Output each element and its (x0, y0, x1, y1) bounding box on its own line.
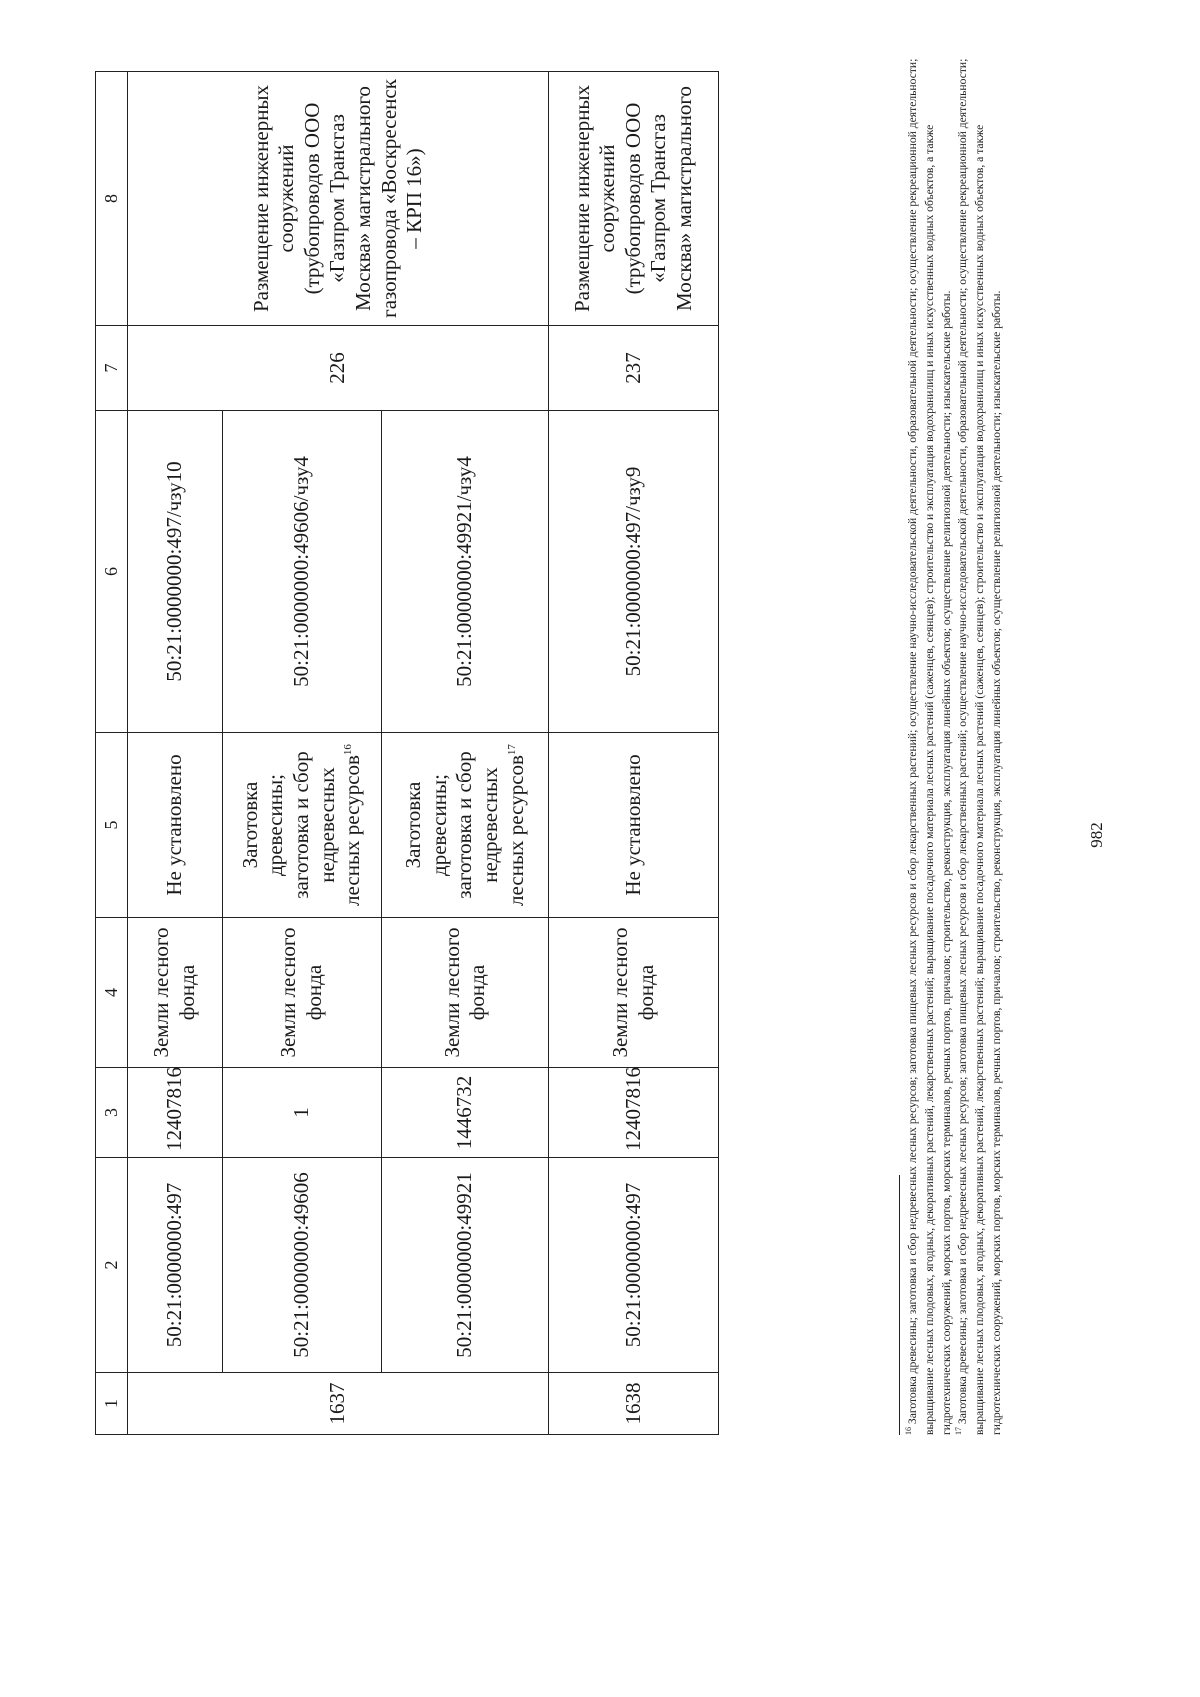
header-col-6: 6 (96, 411, 128, 733)
land-plots-table (95, 71, 719, 1435)
cad-number: 50:21:0000000:49921 (381, 1158, 548, 1373)
permitted-use-cell (381, 733, 548, 918)
table-row (128, 72, 223, 1435)
land-category: Земли лесного фонда (549, 918, 719, 1068)
zone-number: 50:21:0000000:49606/чзу4 (222, 411, 381, 733)
header-row (96, 72, 128, 1435)
land-category: Земли лесного фонда (222, 918, 381, 1068)
header-col-8: 8 (96, 72, 128, 326)
footnote (955, 45, 1005, 1435)
header-col-7: 7 (96, 326, 128, 411)
zone-number: 50:21:0000000:497/чзу9 (549, 411, 719, 733)
header-col-5: 5 (96, 733, 128, 918)
land-category: Земли лесного фонда (128, 918, 223, 1068)
permitted-use: Не установлено (549, 733, 719, 918)
footnote-ref: 17 (505, 744, 518, 756)
footnote-ref: 16 (342, 744, 355, 756)
footnote-text: Заготовка древесины; заготовка и сбор недревесных лесных ресурсов; заготовка пищевых лесных ресурсов и сбор лекарственных растений; осуществление научно-исследовательской деятельности, образовательной деятельности; осуществление рекреационной деятельности; выращивание лесных плодовых, ягодных, декоративных растений, лекарственных растений; выращивание посадочного материала лесных растений (саженцев, сеянцев); строительство и эксплуатация водохранилищ и иных искусственных водных объектов, а также гидротехнических сооружений, морских портов, морских терминалов, речных портов, причалов; строительство, реконструкция, эксплуатация линейных объектов; осуществление религиозной деятельности; изыскательские работы. (956, 58, 1003, 1435)
footnote-separator (899, 1175, 900, 1435)
header-col-3: 3 (96, 1068, 128, 1158)
cad-number: 50:21:0000000:497 (128, 1158, 223, 1373)
group-col7: 237 (549, 326, 719, 411)
footnote-mark: 17 (954, 1427, 964, 1435)
zone-number: 50:21:0000000:49921/чзу4 (381, 411, 548, 733)
zone-number: 50:21:0000000:497/чзу10 (128, 411, 223, 733)
header-col-2: 2 (96, 1158, 128, 1373)
group-number: 1637 (128, 1373, 549, 1435)
footnote-text: Заготовка древесины; заготовка и сбор недревесных лесных ресурсов; заготовка пищевых лесных ресурсов и сбор лекарственных растений; осуществление научно-исследовательской деятельности, образовательной деятельности; осуществление рекреационной деятельности; выращивание лесных плодовых, ягодных, декоративных растений, лекарственных растений; выращивание посадочного материала лесных растений (саженцев, сеянцев); строительство и эксплуатация водохранилищ и иных искусственных водных объектов, а также гидротехнических сооружений, морских портов, морских терминалов, речных портов, причалов; строительство, реконструкция, эксплуатация линейных объектов; осуществление религиозной деятельности; изыскательские работы. (906, 58, 953, 1435)
footnote (905, 45, 955, 1435)
cad-number: 50:21:0000000:497 (549, 1158, 719, 1373)
area: 12407816 (128, 1068, 223, 1158)
area: 1 (222, 1068, 381, 1158)
group-col7: 226 (128, 326, 549, 411)
group-purpose: Размещение инженерных сооружений (трубопроводов ООО «Газпром Трансгаз Москва» магистрального (549, 72, 719, 326)
permitted-use: Заготовка древесины; заготовка и сбор недревесных лесных ресурсов (237, 751, 365, 906)
footnotes (905, 45, 1006, 1435)
header-col-4: 4 (96, 918, 128, 1068)
table-row (549, 72, 719, 1435)
permitted-use: Заготовка древесины; заготовка и сбор недревесных лесных ресурсов (401, 751, 528, 906)
area: 1446732 (381, 1068, 548, 1158)
page-number: 982 (1087, 822, 1106, 848)
land-category: Земли лесного фонда (381, 918, 548, 1068)
footnote-mark: 16 (904, 1427, 914, 1435)
cad-number: 50:21:0000000:49606 (222, 1158, 381, 1373)
area: 12407816 (549, 1068, 719, 1158)
group-number: 1638 (549, 1373, 719, 1435)
permitted-use: Не установлено (128, 733, 223, 918)
header-col-1: 1 (96, 1373, 128, 1435)
group-purpose: Размещение инженерных сооружений (трубопроводов ООО «Газпром Трансгаз Москва» магистрального газопровода «Воскресенск – КРП 16») (128, 72, 549, 326)
permitted-use-cell (222, 733, 381, 918)
